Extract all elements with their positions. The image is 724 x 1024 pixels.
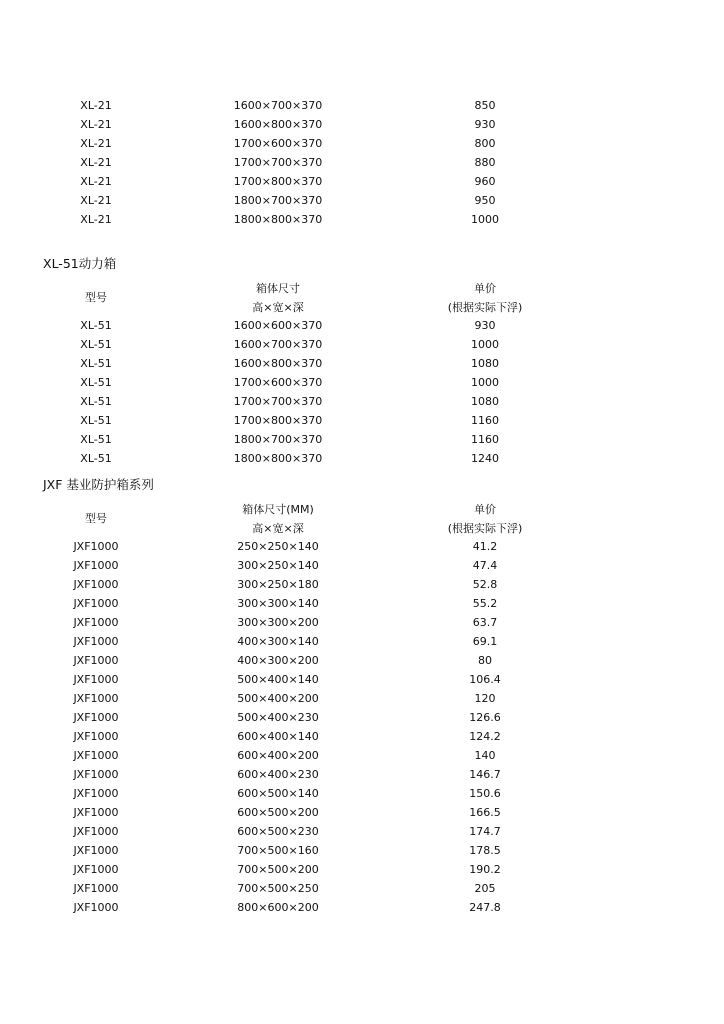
price-cell: 41.2 [472,540,498,553]
price-cell: 930 [474,118,496,131]
header-size-title: 箱体尺寸 [256,282,300,295]
model-cell: XL-51 [80,433,112,446]
table-row [0,449,724,468]
size-cell: 1700×700×370 [233,156,323,169]
size-cell: 600×500×140 [237,787,319,800]
section-title-jxf: JXF 基业防护箱系列 [43,477,154,492]
size-cell: 300×250×180 [237,578,319,591]
model-cell: XL-51 [80,414,112,427]
table-row [0,651,724,670]
model-cell: JXF1000 [73,559,119,572]
price-cell: 63.7 [472,616,498,629]
table-row [0,373,724,392]
table-row [0,689,724,708]
header-price-sub: (根据实际下浮) [447,301,523,314]
table-row [0,746,724,765]
size-cell: 1800×700×370 [233,433,323,446]
price-cell: 126.6 [469,711,501,724]
price-cell: 1080 [471,357,499,370]
size-cell: 500×400×230 [237,711,319,724]
price-cell: 150.6 [469,787,501,800]
model-cell: XL-51 [80,357,112,370]
table-row [0,191,724,210]
table-row [0,210,724,229]
price-cell: 205 [474,882,496,895]
table-row [0,841,724,860]
header-price-title: 单价 [474,503,496,516]
table-row [0,354,724,373]
header-model: 型号 [85,512,107,525]
size-cell: 1700×800×370 [233,175,323,188]
header-price-title: 单价 [474,282,496,295]
size-cell: 1600×800×370 [233,357,323,370]
model-cell: JXF1000 [73,692,119,705]
size-cell: 250×250×140 [237,540,319,553]
table-row [0,335,724,354]
model-cell: JXF1000 [73,730,119,743]
table-row [0,153,724,172]
size-cell: 1600×700×370 [233,338,323,351]
price-cell: 1160 [471,433,499,446]
table-row [0,822,724,841]
size-cell: 300×300×140 [237,597,319,610]
size-cell: 600×400×200 [237,749,319,762]
price-cell: 950 [474,194,496,207]
table-row [0,556,724,575]
model-cell: JXF1000 [73,597,119,610]
size-cell: 1700×600×370 [233,376,323,389]
table-row [0,784,724,803]
model-cell: XL-21 [80,99,112,112]
model-cell: XL-51 [80,338,112,351]
size-cell: 1600×800×370 [233,118,323,131]
model-cell: JXF1000 [73,863,119,876]
price-cell: 124.2 [469,730,501,743]
table-row [0,765,724,784]
model-cell: XL-51 [80,376,112,389]
price-cell: 47.4 [472,559,498,572]
size-cell: 400×300×200 [237,654,319,667]
price-cell: 1080 [471,395,499,408]
size-cell: 1800×800×370 [233,452,323,465]
model-cell: JXF1000 [73,635,119,648]
model-cell: XL-21 [80,118,112,131]
price-cell: 190.2 [469,863,501,876]
model-cell: JXF1000 [73,844,119,857]
model-cell: XL-51 [80,395,112,408]
table-row [0,96,724,115]
model-cell: JXF1000 [73,578,119,591]
header-size-title: 箱体尺寸(MM) [242,503,314,516]
model-cell: JXF1000 [73,654,119,667]
price-cell: 800 [474,137,496,150]
price-cell: 106.4 [469,673,501,686]
model-cell: XL-21 [80,213,112,226]
header-size-sub: 高×宽×深 [252,522,304,535]
price-cell: 120 [474,692,496,705]
table-row [0,172,724,191]
table-row [0,537,724,556]
price-cell: 1000 [471,376,499,389]
size-cell: 400×300×140 [237,635,319,648]
table-header-xl51 [0,279,724,317]
price-cell: 166.5 [469,806,501,819]
table-row [0,670,724,689]
table-row [0,115,724,134]
table-row [0,708,724,727]
size-cell: 500×400×200 [237,692,319,705]
table-header-jxf [0,500,724,538]
table-row [0,316,724,335]
size-cell: 300×300×200 [237,616,319,629]
price-cell: 1000 [471,338,499,351]
price-cell: 247.8 [469,901,501,914]
model-cell: JXF1000 [73,768,119,781]
model-cell: JXF1000 [73,540,119,553]
table-row [0,575,724,594]
table-row [0,134,724,153]
price-cell: 1160 [471,414,499,427]
price-cell: 55.2 [472,597,498,610]
model-cell: JXF1000 [73,673,119,686]
table-row [0,727,724,746]
size-cell: 500×400×140 [237,673,319,686]
model-cell: JXF1000 [73,711,119,724]
model-cell: JXF1000 [73,806,119,819]
size-cell: 1700×800×370 [233,414,323,427]
model-cell: XL-21 [80,137,112,150]
price-cell: 930 [474,319,496,332]
table-row [0,392,724,411]
size-cell: 1600×600×370 [233,319,323,332]
size-cell: 600×500×230 [237,825,319,838]
model-cell: JXF1000 [73,882,119,895]
table-row [0,411,724,430]
size-cell: 1800×800×370 [233,213,323,226]
size-cell: 700×500×200 [237,863,319,876]
table-row [0,430,724,449]
size-cell: 800×600×200 [237,901,319,914]
model-cell: XL-51 [80,319,112,332]
table-row [0,898,724,917]
model-cell: JXF1000 [73,901,119,914]
price-cell: 1240 [471,452,499,465]
size-cell: 1800×700×370 [233,194,323,207]
size-cell: 600×400×230 [237,768,319,781]
size-cell: 300×250×140 [237,559,319,572]
model-cell: JXF1000 [73,616,119,629]
table-row [0,860,724,879]
price-cell: 52.8 [472,578,498,591]
price-cell: 880 [474,156,496,169]
table-row [0,613,724,632]
price-cell: 80 [478,654,492,667]
price-cell: 146.7 [469,768,501,781]
header-price-sub: (根据实际下浮) [447,522,523,535]
model-cell: XL-21 [80,175,112,188]
model-cell: XL-21 [80,156,112,169]
model-cell: XL-21 [80,194,112,207]
size-cell: 1600×700×370 [233,99,323,112]
price-cell: 174.7 [469,825,501,838]
table-row [0,879,724,898]
model-cell: JXF1000 [73,825,119,838]
section-title-xl51: XL-51动力箱 [43,256,117,271]
model-cell: JXF1000 [73,787,119,800]
table-row [0,632,724,651]
header-model: 型号 [85,291,107,304]
size-cell: 1700×600×370 [233,137,323,150]
size-cell: 700×500×160 [237,844,319,857]
model-cell: JXF1000 [73,749,119,762]
price-cell: 69.1 [472,635,498,648]
price-cell: 850 [474,99,496,112]
price-cell: 178.5 [469,844,501,857]
table-row [0,594,724,613]
model-cell: XL-51 [80,452,112,465]
price-cell: 140 [474,749,496,762]
size-cell: 600×500×200 [237,806,319,819]
size-cell: 600×400×140 [237,730,319,743]
price-cell: 1000 [471,213,499,226]
header-size-sub: 高×宽×深 [252,301,304,314]
price-cell: 960 [474,175,496,188]
table-row [0,803,724,822]
size-cell: 700×500×250 [237,882,319,895]
size-cell: 1700×700×370 [233,395,323,408]
